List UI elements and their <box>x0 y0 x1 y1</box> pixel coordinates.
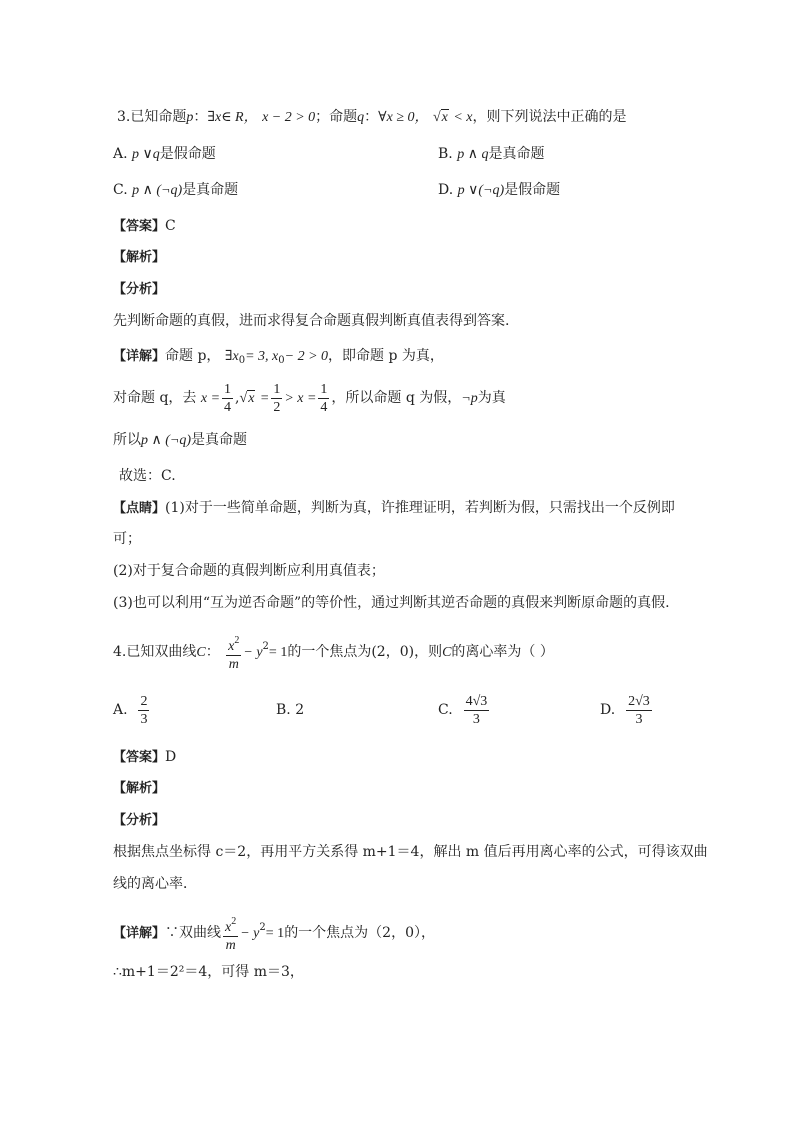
fraction-one-quarter: $\frac{1}{4}$ <box>224 381 232 415</box>
fraction-one-half: $\frac{1}{2}$ <box>273 381 281 415</box>
q4-stem: 4.已知双曲线C： $\frac{x^2}{m}$ − $y^2= 1$的一个焦点为(2，0)，则C的离心率为（ ） <box>113 627 554 673</box>
fraction-x2-over-m: $\frac{x^2}{m}$ <box>228 634 240 672</box>
fraction-one-quarter: $\frac{1}{4}$ <box>320 381 328 415</box>
q3-option-a: A. p ∨q是假命题 <box>113 146 216 162</box>
q3-fenxi: 先判断命题的真假，进而求得复合命题真假判断真值表得到答案. <box>113 313 510 329</box>
q4-option-a: A. $\frac{2}{3}$ <box>113 693 148 727</box>
q3-fenxi-tag: 【分析】 <box>113 282 166 297</box>
q3-stem: 3.已知命题p：∃x∈ R， x − 2 > 0；命题q：∀x ≥ 0， √x < x，则下列说法中正确的是 <box>117 107 627 128</box>
q4-fenxi-tag: 【分析】 <box>113 813 166 828</box>
q4-answer: 【答案】D <box>113 749 177 765</box>
q4-detail-1: 【详解】∵双曲线 $\frac{x^2}{m}$ − $y^2= 1$的一个焦点为（2，0）， <box>113 908 435 954</box>
q3-option-d: D. p ∨(¬q)是假命题 <box>438 182 561 198</box>
q3-detail-2: 对命题 q，去 x = $\frac{1}{4}$ ,√x = $\frac{1}{2}$ > x = $\frac{1}{4}$ ，所以命题 q 为假，¬p为真 <box>113 378 506 419</box>
q3-detail-3: 所以p ∧ (¬q)是真命题 <box>113 432 248 448</box>
q3-note-2: (2)对于复合命题的真假判断应利用真值表； <box>113 563 385 579</box>
q4-detail-2: ∴m+1＝2²＝4，可得 m＝3， <box>113 964 304 980</box>
q3-analysis-tag: 【解析】 <box>113 250 166 265</box>
q3-option-b: B. p ∧ q是真命题 <box>438 146 545 162</box>
q4-fenxi-2: 线的离心率． <box>113 876 197 892</box>
q4-option-c: C. $\frac{4√3}{3}$ <box>438 693 488 727</box>
q3-answer: 【答案】C <box>113 218 176 234</box>
q3-option-c: C. p ∧ (¬q)是真命题 <box>113 182 239 198</box>
q3-note-3: (3)也可以利用“互为逆否命题”的等价性，通过判断其逆否命题的真假来判断原命题的真假. <box>113 595 670 611</box>
q3-detail-1: 【详解】命题 p， $\exists x_0= 3$, $x_0- 2 > 0$，即命题 p 为真， <box>113 348 444 366</box>
fraction-x2-over-m: $\frac{x^2}{m}$ <box>225 915 237 953</box>
q4-fenxi-1: 根据焦点坐标得 c＝2，再用平方关系得 m+1＝4，解出 m 值后再用离心率的公式，可得该双曲 <box>113 844 708 860</box>
q4-option-d: D. $\frac{2√3}{3}$ <box>600 693 650 727</box>
sqrt-x: √x <box>239 391 255 406</box>
q3-note-1b: 可； <box>113 531 141 547</box>
sqrt-x: √x <box>432 110 448 125</box>
q4-analysis-tag: 【解析】 <box>113 781 166 796</box>
q4-option-b: B. 2 <box>276 702 305 718</box>
q3-conclusion: 故选：C. <box>119 468 176 484</box>
q3-note-1: 【点睛】(1)对于一些简单命题，判断为真，许推理证明，若判断为假，只需找出一个反例即 <box>113 500 675 516</box>
